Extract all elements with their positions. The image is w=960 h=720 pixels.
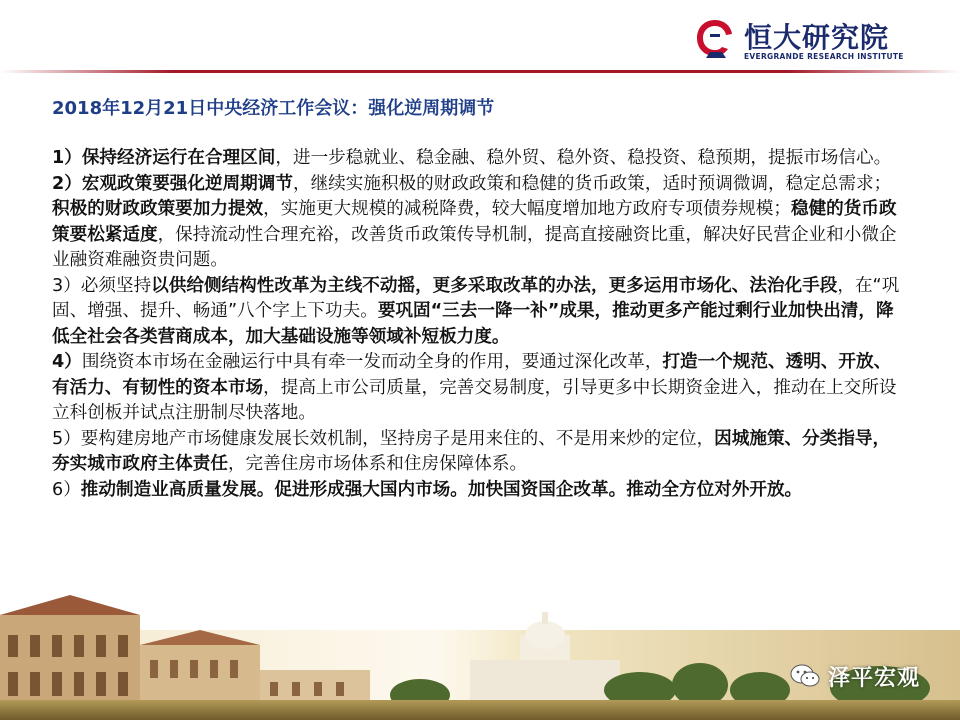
watermark [790,660,920,692]
body-text: ，保持流动性合理充裕，改善货币政策传导机制，提高直接融资比重，解决好民营企业和小微企业融资难融资贵问题。 [52,224,897,270]
body-text: ，在“巩固、增强、提升、畅通”八个字上下功夫。 [52,275,900,321]
emphasis-text: 4） [52,352,82,372]
paragraph-2 [52,172,900,274]
logo [692,14,904,66]
paragraph-3 [52,274,900,351]
body-text: ，继续实施积极的财政政策和稳健的货币政策，适时预调微调，稳定总需求； [292,173,892,194]
emphasis-text: 推动制造业高质量发展。促进形成强大国内市场。加快国资国企改革。推动全方位对外开放。 [80,479,803,500]
emphasis-text: 打造一个规范、透明、开放、有活力、有韧性的资本市场 [52,352,892,398]
body-text: 6） [52,479,81,500]
paragraph-1 [52,146,900,172]
emphasis-text: 稳健的货币政策要松紧适度 [52,199,897,245]
footer-buildings-illustration [0,590,960,720]
body-text: ，进一步稳就业、稳金融、稳外贸、稳外资、稳投资、稳预期，提振市场信心。 [275,148,892,168]
emphasis-text: 1）保持经济运行在合理区间 [52,148,276,168]
evergrande-logo-icon [692,16,738,62]
body-text: ，实施更大规模的减税降费，较大幅度增加地方政府专项债券规模； [263,199,791,219]
paragraph-4 [52,350,900,427]
body-text: 5）要构建房地产市场健康发展长效机制，坚持房子是用来住的、不是用来炒的定位， [52,428,715,449]
slide-title: 2018年12月21日中央经济工作会议：强化逆周期调节 [52,98,495,119]
emphasis-text: 因城施策、分类指导，夯实城市政府主体责任 [52,428,891,474]
slide-body [52,146,900,503]
paragraph-6 [52,478,900,504]
emphasis-text: 要巩固“三去一降一补”成果，推动更多产能过剩行业加快出清，降低全社会各类营商成本，加大基础设施等领域补短板力度。 [52,301,894,347]
header-divider [0,70,960,73]
wechat-icon [790,663,820,689]
body-text: ，完善住房市场体系和住房保障体系。 [227,454,528,474]
logo-text-en: EVERGRANDE RESEARCH INSTITUTE [744,52,904,61]
body-text: ，提高上市公司质量，完善交易制度，引导更多中长期资金进入，推动在上交所设立科创板并试点注册制尽快落地。 [52,377,897,423]
logo-text-cn: 恒大研究院 [744,21,890,54]
body-text: 围绕资本市场在金融运行中具有牵一发而动全身的作用，要通过深化改革， [81,352,663,372]
emphasis-text: 积极的财政政策要加力提效 [52,199,264,219]
header [0,0,960,74]
paragraph-5 [52,427,900,478]
body-text: 3）必须坚持 [52,275,152,296]
emphasis-text: 以供给侧结构性改革为主线不动摇，更多采取改革的办法，更多运用市场化、法治化手段 [151,275,838,296]
emphasis-text: 2）宏观政策要强化逆周期调节 [52,173,293,194]
watermark-text: 泽平宏观 [828,665,921,691]
